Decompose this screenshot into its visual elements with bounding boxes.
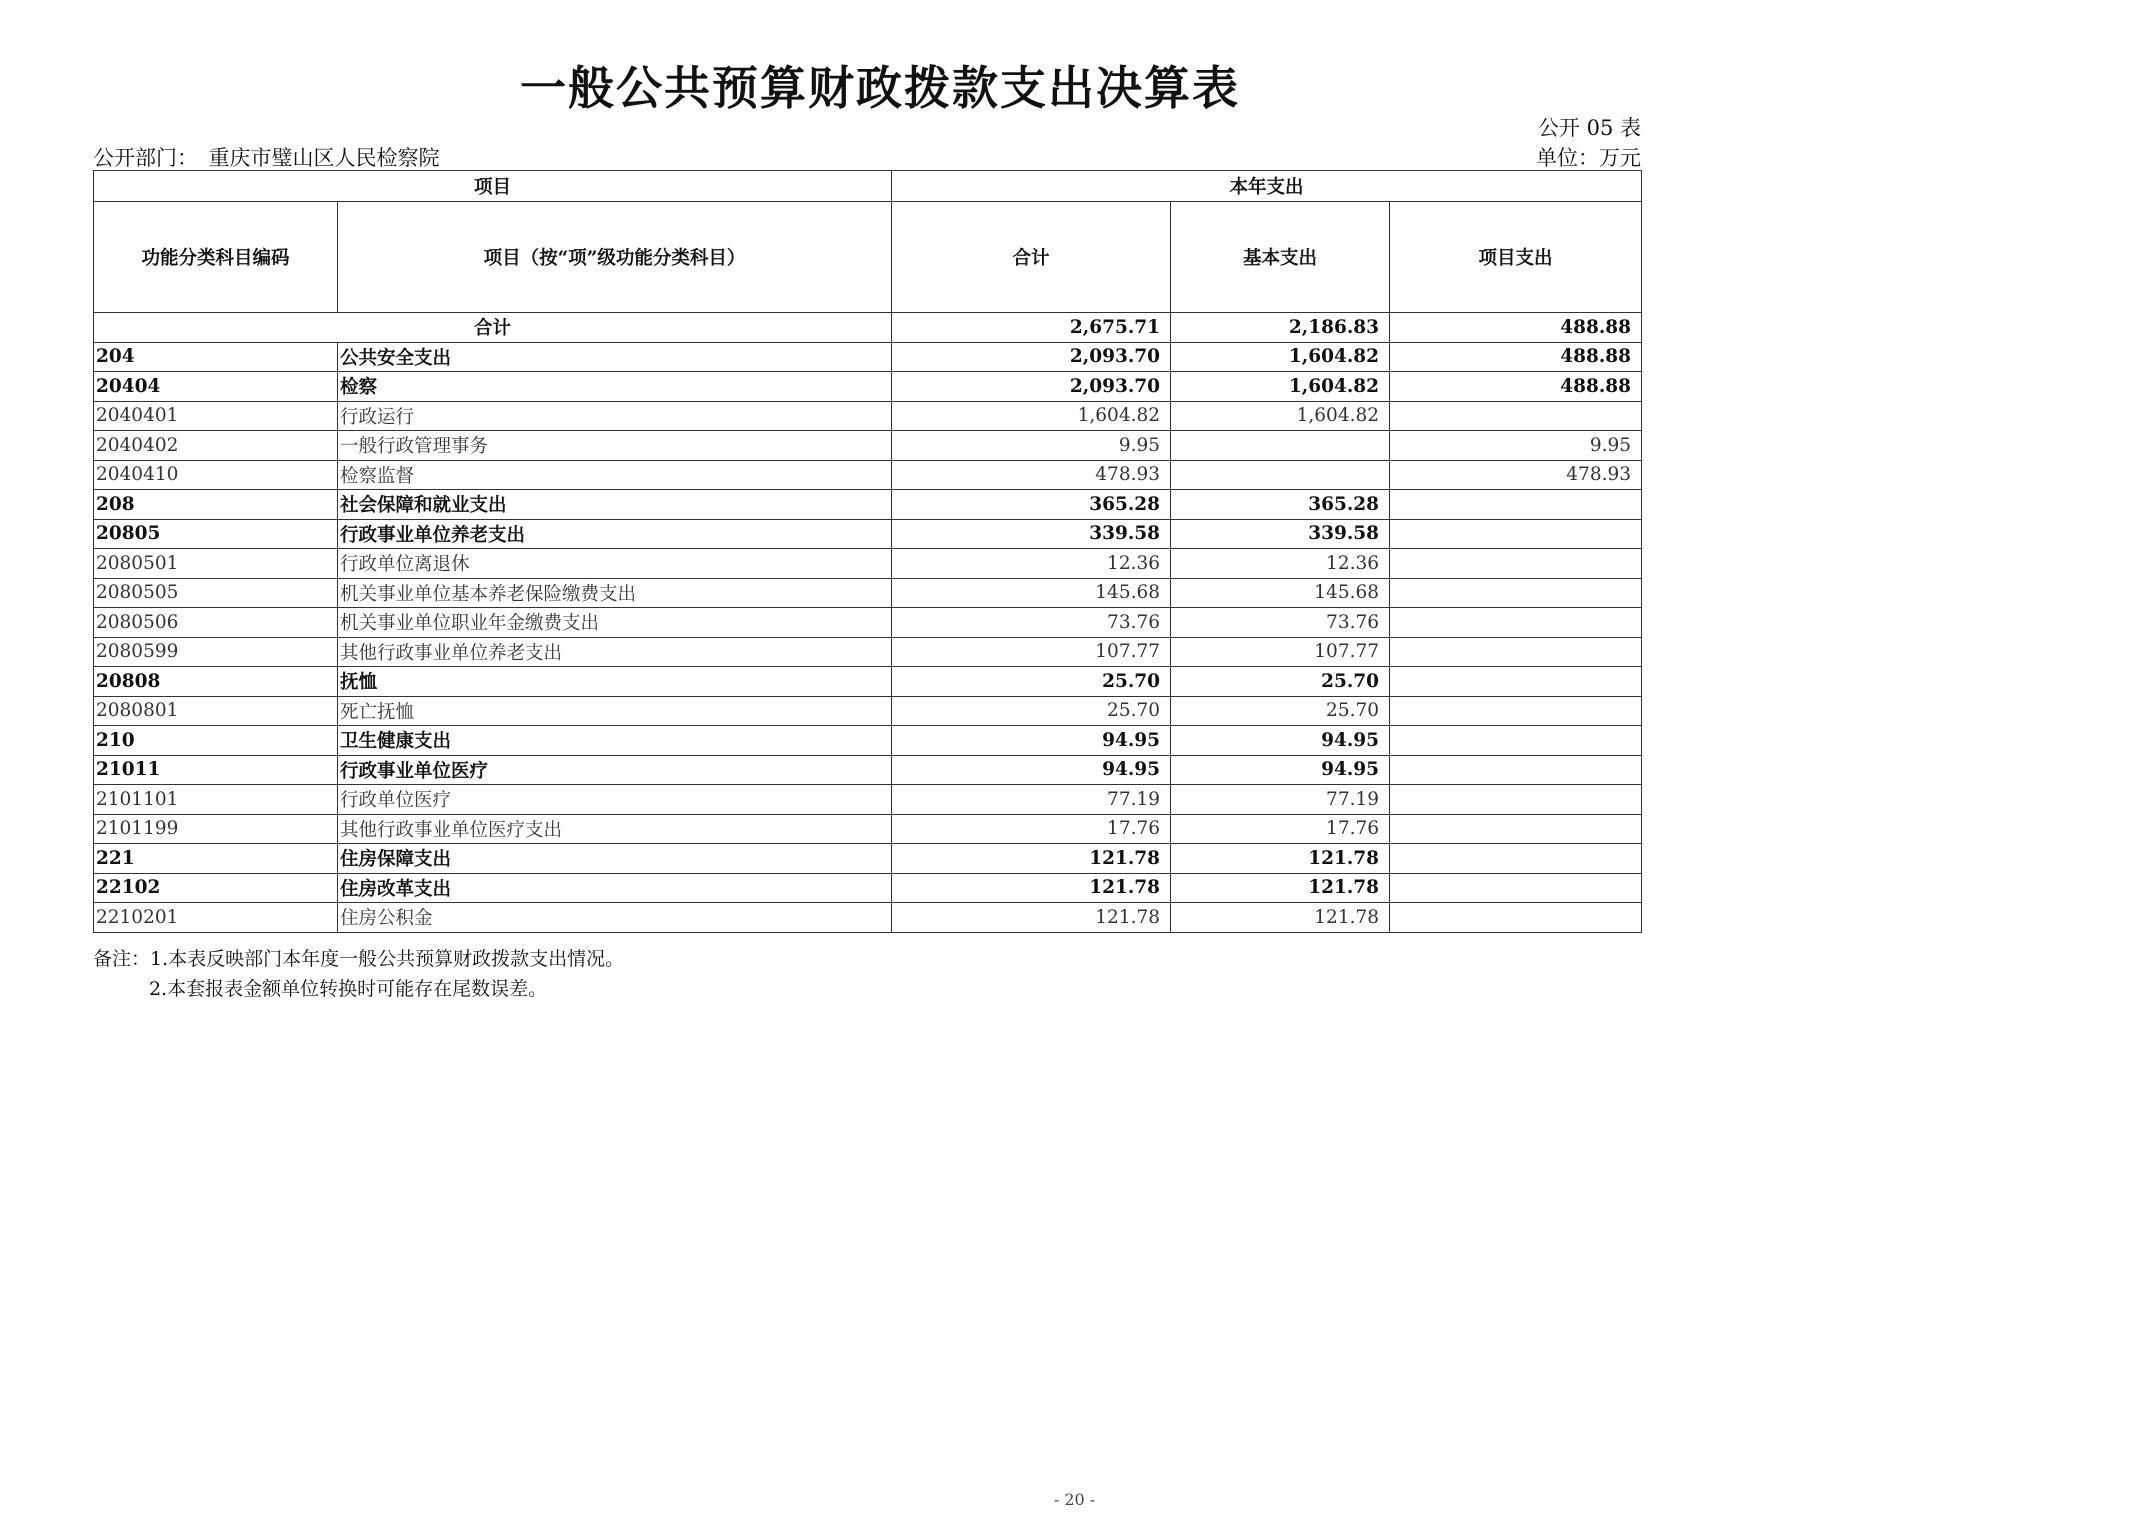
row-code: 2080599 [94,637,338,667]
row-code: 2080801 [94,696,338,726]
header-row-columns [94,202,1642,313]
row-name: 行政单位离退休 [338,549,892,579]
row-project [1390,696,1642,726]
row-name: 检察监督 [338,460,892,490]
row-total: 17.76 [892,814,1171,844]
row-total: 121.78 [892,903,1171,933]
table-row [94,814,1642,844]
row-name: 其他行政事业单位养老支出 [338,637,892,667]
table-row [94,785,1642,815]
row-basic: 365.28 [1171,490,1390,520]
row-basic: 107.77 [1171,637,1390,667]
row-project: 488.88 [1390,372,1642,402]
header-code: 功能分类科目编码 [94,202,338,313]
table-row [94,608,1642,638]
row-code: 208 [94,490,338,520]
table-row [94,726,1642,756]
row-total: 145.68 [892,578,1171,608]
row-name: 其他行政事业单位医疗支出 [338,814,892,844]
row-name: 住房保障支出 [338,844,892,874]
row-project [1390,608,1642,638]
row-total: 2,093.70 [892,372,1171,402]
row-total: 365.28 [892,490,1171,520]
table-row [94,903,1642,933]
row-name: 检察 [338,372,892,402]
row-total: 9.95 [892,431,1171,461]
row-project [1390,519,1642,549]
total-project: 488.88 [1390,313,1642,343]
row-code: 2080506 [94,608,338,638]
row-total: 121.78 [892,844,1171,874]
total-basic: 2,186.83 [1171,313,1390,343]
footnotes [93,944,624,1004]
row-basic [1171,431,1390,461]
row-code: 2080501 [94,549,338,579]
row-name: 行政事业单位医疗 [338,755,892,785]
table-row [94,873,1642,903]
table-row [94,401,1642,431]
note-2: 2.本套报表金额单位转换时可能存在尾数误差。 [149,978,548,1000]
table-row [94,372,1642,402]
row-name: 社会保障和就业支出 [338,490,892,520]
row-basic: 121.78 [1171,903,1390,933]
row-code: 22102 [94,873,338,903]
row-total: 94.95 [892,755,1171,785]
row-basic: 339.58 [1171,519,1390,549]
row-code: 21011 [94,755,338,785]
row-code: 2080505 [94,578,338,608]
table-row [94,490,1642,520]
row-code: 221 [94,844,338,874]
header-basic: 基本支出 [1171,202,1390,313]
row-name: 抚恤 [338,667,892,697]
table-row [94,637,1642,667]
row-code: 2101101 [94,785,338,815]
row-code: 20808 [94,667,338,697]
row-total: 94.95 [892,726,1171,756]
row-code: 2040402 [94,431,338,461]
row-name: 住房公积金 [338,903,892,933]
row-project [1390,873,1642,903]
row-project [1390,785,1642,815]
row-basic: 73.76 [1171,608,1390,638]
row-name: 住房改革支出 [338,873,892,903]
row-project [1390,903,1642,933]
row-code: 2040401 [94,401,338,431]
row-total: 2,093.70 [892,342,1171,372]
header-project-group: 项目 [94,171,892,202]
table-row [94,755,1642,785]
row-basic [1171,460,1390,490]
row-basic: 145.68 [1171,578,1390,608]
row-name: 行政单位医疗 [338,785,892,815]
header-spend-group: 本年支出 [892,171,1642,202]
row-basic: 25.70 [1171,696,1390,726]
row-project [1390,814,1642,844]
row-code: 2210201 [94,903,338,933]
row-basic: 121.78 [1171,844,1390,874]
row-project [1390,637,1642,667]
total-label: 合计 [94,313,892,343]
row-project: 478.93 [1390,460,1642,490]
row-code: 20404 [94,372,338,402]
form-number: 公开 05 表 [1537,116,1641,140]
row-basic: 94.95 [1171,755,1390,785]
header-name: 项目（按“项”级功能分类科目） [338,202,892,313]
row-basic: 94.95 [1171,726,1390,756]
row-total: 73.76 [892,608,1171,638]
row-code: 2040410 [94,460,338,490]
row-total: 121.78 [892,873,1171,903]
page-number: - 20 - [1053,1490,1096,1509]
row-total: 25.70 [892,696,1171,726]
row-basic: 12.36 [1171,549,1390,579]
table-row [94,431,1642,461]
table-row [94,696,1642,726]
row-project [1390,726,1642,756]
row-basic: 121.78 [1171,873,1390,903]
row-code: 210 [94,726,338,756]
row-basic: 1,604.82 [1171,401,1390,431]
row-project: 9.95 [1390,431,1642,461]
note-1: 备注：1.本表反映部门本年度一般公共预算财政拨款支出情况。 [93,948,625,970]
total-amount: 2,675.71 [892,313,1171,343]
row-project [1390,755,1642,785]
row-name: 公共安全支出 [338,342,892,372]
row-total: 77.19 [892,785,1171,815]
table-row [94,519,1642,549]
row-basic: 1,604.82 [1171,372,1390,402]
row-total: 478.93 [892,460,1171,490]
table-row [94,342,1642,372]
row-basic: 77.19 [1171,785,1390,815]
row-name: 机关事业单位职业年金缴费支出 [338,608,892,638]
unit-label: 单位：万元 [1536,146,1641,170]
table-row [94,844,1642,874]
department-label: 公开部门： 重庆市璧山区人民检察院 [93,146,440,170]
row-name: 行政运行 [338,401,892,431]
row-total: 25.70 [892,667,1171,697]
report-title: 一般公共预算财政拨款支出决算表 [520,61,1240,115]
row-project [1390,667,1642,697]
row-project: 488.88 [1390,342,1642,372]
header-project: 项目支出 [1390,202,1642,313]
expenditure-table [93,170,1642,933]
header-total: 合计 [892,202,1171,313]
row-project [1390,578,1642,608]
row-project [1390,490,1642,520]
row-code: 20805 [94,519,338,549]
header-row-group [94,171,1642,202]
table-row [94,667,1642,697]
row-project [1390,401,1642,431]
row-basic: 25.70 [1171,667,1390,697]
row-basic: 17.76 [1171,814,1390,844]
row-total: 12.36 [892,549,1171,579]
row-basic: 1,604.82 [1171,342,1390,372]
total-row [94,313,1642,343]
table-row [94,460,1642,490]
row-name: 机关事业单位基本养老保险缴费支出 [338,578,892,608]
row-name: 行政事业单位养老支出 [338,519,892,549]
row-name: 卫生健康支出 [338,726,892,756]
row-name: 死亡抚恤 [338,696,892,726]
table-row [94,549,1642,579]
row-total: 1,604.82 [892,401,1171,431]
row-total: 339.58 [892,519,1171,549]
row-code: 204 [94,342,338,372]
row-code: 2101199 [94,814,338,844]
row-name: 一般行政管理事务 [338,431,892,461]
table-row [94,578,1642,608]
row-project [1390,549,1642,579]
row-total: 107.77 [892,637,1171,667]
row-project [1390,844,1642,874]
